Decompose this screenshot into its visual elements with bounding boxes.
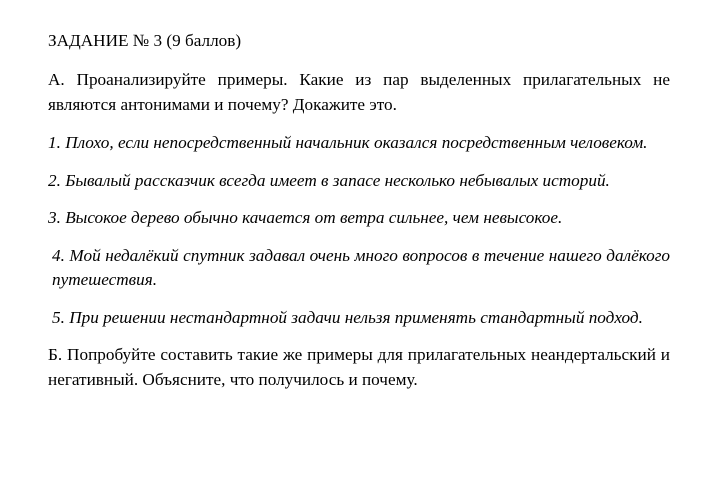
- example-1: 1. Плохо, если непосредственный начальник оказался посредственным человеком.: [48, 133, 648, 152]
- task-part-b: Б. Попробуйте составить такие же примеры для прилагательных неандертальский и негативный. Объясните, что получилось и почему.: [48, 345, 670, 389]
- document-body: [48, 29, 670, 392]
- example-4: 4. Мой недалёкий спутник задавал очень много вопросов в течение нашего далёкого путешествия.: [52, 245, 670, 289]
- task-title: ЗАДАНИЕ № 3 (9 баллов): [48, 31, 242, 50]
- example-3: 3. Высокое дерево обычно качается от ветра сильнее, чем невысокое.: [48, 208, 563, 227]
- example-2: 2. Бывалый рассказчик всегда имеет в запасе несколько небывалых историй.: [48, 170, 610, 190]
- task-part-a: А. Проанализируйте примеры. Какие из пар выделенных прилагательных не являются антонимами и почему? Докажите это.: [48, 70, 670, 114]
- example-5: 5. При решении нестандартной задачи нельзя применять стандартный подход.: [52, 307, 643, 327]
